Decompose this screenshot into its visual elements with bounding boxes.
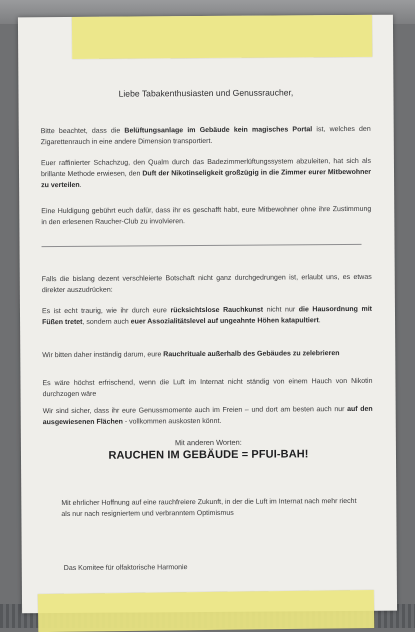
emphasis-text: euer Assozialitätslevel auf ungeahnte Höhen katapultiert bbox=[130, 317, 319, 326]
paragraph-designated-areas bbox=[43, 404, 373, 428]
notice-headline: RAUCHEN IM GEBÄUDE = PFUI-BAH! bbox=[108, 448, 309, 462]
notice-content bbox=[18, 15, 397, 614]
paragraph-text: ist, welches den Zigarettenrauch in eine andere Dimension transportiert. bbox=[40, 125, 371, 147]
notice-greeting: Liebe Tabakenthusiasten und Genussraucher, bbox=[118, 87, 294, 99]
paragraph-text: Bitte beachtet, dass die bbox=[40, 127, 125, 136]
emphasis-text: Belüftungsanlage im Gebäude kein magisches Portal bbox=[124, 126, 313, 135]
paragraph-text: . bbox=[318, 317, 321, 325]
emphasis-text: rücksichtslose Rauchkunst bbox=[170, 306, 264, 315]
tape-strip-bottom bbox=[38, 590, 374, 632]
paragraph-text: Euer raffinierter Schachzug, den Qualm durch das Badezimmerlüftungssystem abzuleiten, hat sich als brillante Methode erwiesen, den bbox=[40, 157, 371, 179]
paragraph-closing: Mit ehrlicher Hoffnung auf eine rauchfreiere Zukunft, in der die Luft im Internat nach mehr riecht als nur nach resigniertem und verbranntem Optimismus bbox=[61, 497, 357, 519]
notice-signature: Das Komitee für olfaktorische Harmonie bbox=[63, 564, 188, 573]
paragraph-ventilation bbox=[41, 124, 371, 148]
paragraph-text: . bbox=[79, 181, 82, 189]
emphasis-text: Duft der Nikotinseligkeit großzügig in die Zimmer eurer Mitbewohner zu verteilen bbox=[41, 168, 372, 190]
paragraph-smoker-club: Eine Huldigung gebührt euch dafür, dass ihr es geschafft habt, eure Mitbewohner ohne ihre Zustimmung in den erlesenen Raucher-Club zu involvieren. bbox=[41, 205, 372, 227]
emphasis-text: die Hausordnung mit Füßen tretet bbox=[42, 305, 372, 327]
divider-line bbox=[42, 244, 362, 247]
emphasis-text: auf den ausgewiesenen Flächen bbox=[42, 405, 373, 427]
paragraph-text: nicht nur bbox=[263, 306, 299, 314]
paragraph-direct: Falls die bislang dezent verschleierte Botschaft nicht ganz durchgedrungen ist, erlaubt uns, es etwas direkter auszudrücken: bbox=[41, 273, 372, 295]
paragraph-house-rules bbox=[42, 304, 372, 328]
paragraph-fresh-air: Es wäre höchst erfrischend, wenn die Luft im Internat nicht ständig von einem Hauch von Nikotin durchzogen wäre bbox=[42, 377, 373, 399]
paragraph-outside bbox=[42, 348, 372, 361]
paragraph-bathroom-vent bbox=[41, 156, 371, 191]
tape-strip-top bbox=[72, 15, 372, 59]
other-words-label: Mit anderen Worten: bbox=[174, 437, 242, 448]
paper-notice bbox=[18, 15, 397, 614]
paragraph-text: - vollkommen auskosten könnt. bbox=[122, 417, 222, 426]
paragraph-text: , sondern auch bbox=[82, 318, 131, 326]
paragraph-text: Es ist echt traurig, wie ihr durch eure bbox=[41, 307, 171, 316]
paragraph-text: Wir bitten daher inständig darum, eure bbox=[42, 351, 164, 360]
emphasis-text: Rauchrituale außerhalb des Gebäudes zu zelebrieren bbox=[163, 350, 340, 359]
paragraph-text: Wir sind sicher, dass ihr eure Genussmomente auch im Freien – und dort am besten auch nur bbox=[42, 406, 348, 416]
